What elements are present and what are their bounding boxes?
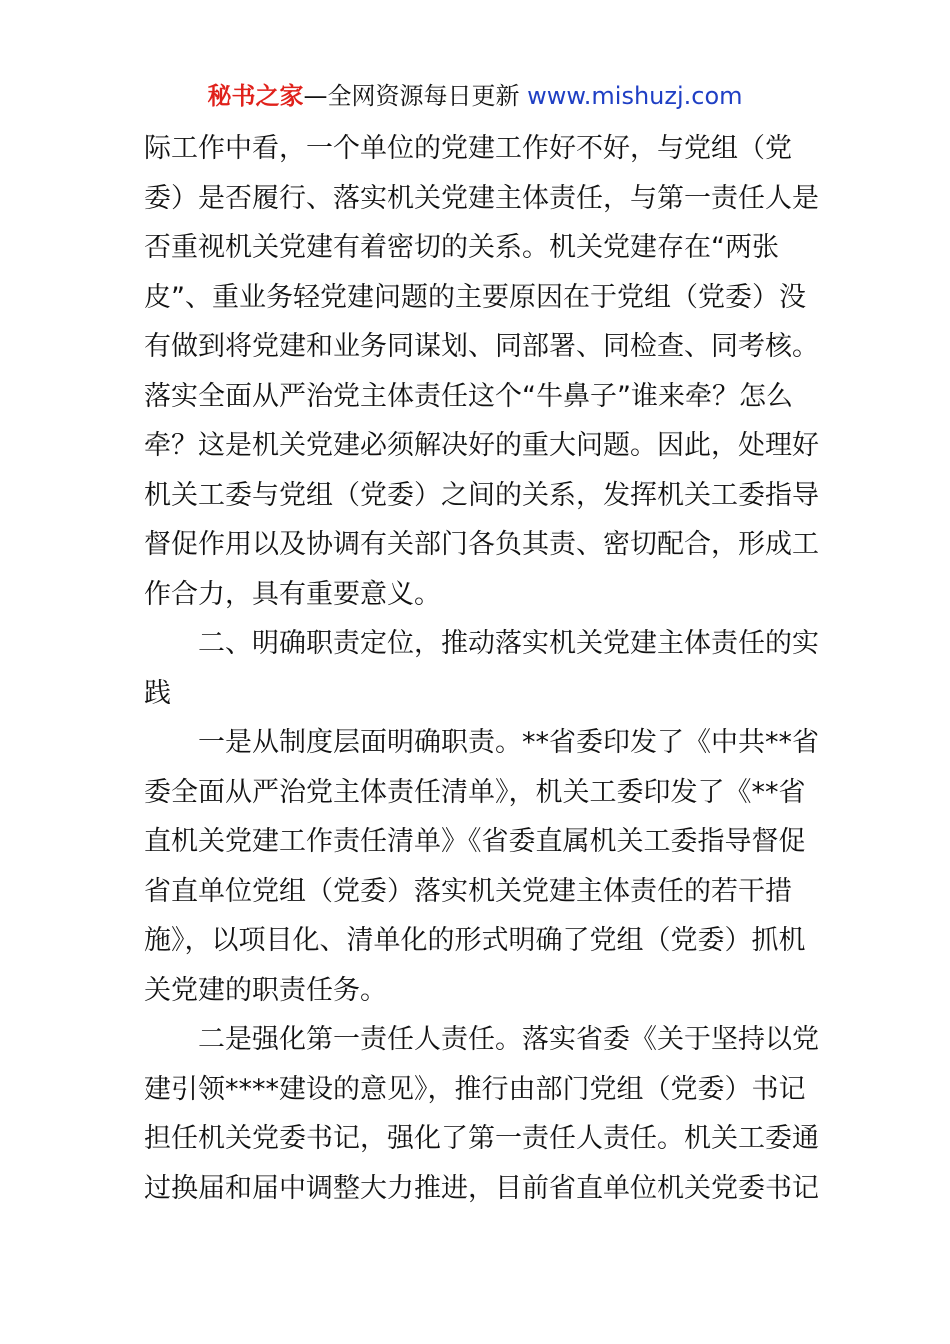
- paragraph-start: 一是从制度层面明确职责。**省委印发了《中共**省: [198, 727, 819, 758]
- text-line: 施》，以项目化、清单化的形式明确了党组（党委）抓机: [144, 925, 806, 956]
- text-line: 牵？这是机关党建必须解决好的重大问题。因此，处理好: [144, 430, 819, 461]
- text-line: 关党建的职责任务。: [144, 974, 387, 1006]
- text-line: 省直单位党组（党委）落实机关党建主体责任的若干措: [144, 875, 792, 907]
- site-url[interactable]: www.mishuzj.com: [527, 82, 743, 110]
- text-line: 作合力，具有重要意义。: [144, 578, 441, 610]
- site-tagline: —全网资源每日更新: [303, 82, 528, 110]
- section-heading: 二、明确职责定位，推动落实机关党建主体责任的实: [198, 628, 819, 659]
- text-line: 否重视机关党建有着密切的关系。机关党建存在“两张: [144, 232, 779, 263]
- text-line: 机关工委与党组（党委）之间的关系，发挥机关工委指导: [144, 479, 819, 511]
- text-line: 建引领****建设的意见》，推行由部门党组（党委）书记: [144, 1073, 806, 1105]
- text-line: 委全面从严治党主体责任清单》，机关工委印发了《**省: [144, 776, 806, 808]
- text-line: 过换届和届中调整大力推进，目前省直单位机关党委书记: [144, 1172, 819, 1204]
- text-line: 际工作中看，一个单位的党建工作好不好，与党组（党: [144, 133, 792, 164]
- text-line: 委）是否履行、落实机关党建主体责任，与第一责任人是: [144, 182, 819, 214]
- text-line: 有做到将党建和业务同谋划、同部署、同检查、同考核。: [144, 331, 819, 362]
- document-body: [144, 124, 819, 1213]
- text-line: 担任机关党委书记，强化了第一责任人责任。机关工委通: [144, 1123, 819, 1154]
- text-line: 践: [144, 677, 171, 709]
- text-line: 皮”、重业务轻党建问题的主要原因在于党组（党委）没: [144, 281, 806, 313]
- site-header: [0, 78, 950, 114]
- text-line: 落实全面从严治党主体责任这个“牛鼻子”谁来牵？怎么: [144, 380, 793, 412]
- paragraph-start: 二是强化第一责任人责任。落实省委《关于坚持以党: [198, 1024, 819, 1055]
- text-line: 督促作用以及协调有关部门各负其责、密切配合，形成工: [144, 529, 819, 560]
- site-brand: 秘书之家: [207, 82, 304, 110]
- text-line: 直机关党建工作责任清单》《省委直属机关工委指导督促: [144, 826, 806, 857]
